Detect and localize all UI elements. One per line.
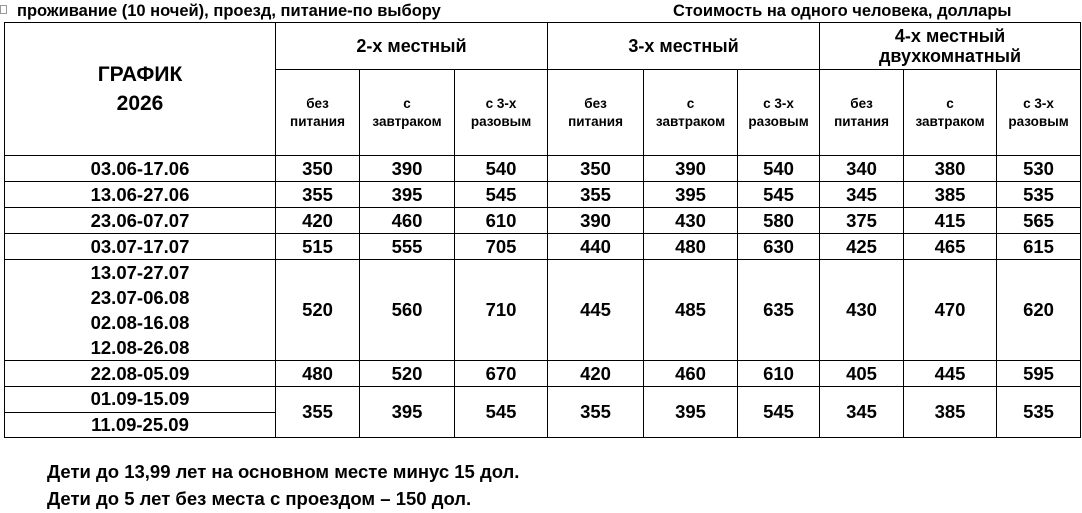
- price-cell: 390: [360, 156, 455, 182]
- date-range: 13.07-27.07: [90, 262, 190, 283]
- meal-header: [455, 70, 548, 156]
- header-right-text: Стоимость на одного человека, доллары: [673, 2, 1012, 20]
- date-range-cell: [5, 234, 276, 260]
- price-cell: 560: [360, 260, 455, 361]
- price-cell: 520: [360, 361, 455, 387]
- price-cell: 465: [904, 234, 997, 260]
- price-cell: 460: [644, 361, 738, 387]
- price-cell: 545: [455, 387, 548, 438]
- price-cell: 415: [904, 208, 997, 234]
- note-children-discount: Дети до 13,99 лет на основном месте минус 15 дол.: [47, 461, 520, 482]
- meal-header-line: разовым: [1008, 113, 1069, 129]
- meal-header: [997, 70, 1081, 156]
- price-cell: 705: [455, 234, 548, 260]
- meal-header-line: без: [584, 95, 607, 111]
- date-range: 12.08-26.08: [90, 337, 190, 358]
- price-cell: 635: [738, 260, 820, 361]
- price-cell: 545: [738, 387, 820, 438]
- price-table: [4, 22, 1081, 438]
- room-type-header-4: [820, 23, 1081, 70]
- date-range-cell: [5, 260, 276, 361]
- price-cell: 580: [738, 208, 820, 234]
- date-range-cell: [5, 208, 276, 234]
- date-range-cell: [5, 361, 276, 387]
- meal-header-line: завтраком: [655, 113, 726, 129]
- price-cell: 610: [455, 208, 548, 234]
- price-cell: 395: [644, 387, 738, 438]
- meal-header: [276, 70, 360, 156]
- meal-header-line: с: [946, 95, 954, 111]
- meal-header-line: с: [403, 95, 411, 111]
- date-range: 01.09-15.09: [90, 388, 190, 409]
- price-cell: 610: [738, 361, 820, 387]
- date-range: 13.06-27.06: [90, 184, 190, 205]
- price-cell: 405: [820, 361, 904, 387]
- price-cell: 445: [904, 361, 997, 387]
- meal-header-line: без: [850, 95, 873, 111]
- price-cell: 340: [820, 156, 904, 182]
- price-cell: 395: [360, 182, 455, 208]
- price-cell: 355: [276, 182, 360, 208]
- header-left-text: проживание (10 ночей), проезд, питание-по выбору: [17, 2, 441, 20]
- price-cell: 540: [455, 156, 548, 182]
- date-range: 11.09-25.09: [5, 412, 275, 437]
- price-cell: 620: [997, 260, 1081, 361]
- meal-header-line: с 3-х: [1023, 95, 1054, 111]
- price-cell: 515: [276, 234, 360, 260]
- price-cell: 390: [548, 208, 644, 234]
- price-cell: 345: [820, 182, 904, 208]
- price-cell: 470: [904, 260, 997, 361]
- price-cell: 530: [997, 156, 1081, 182]
- meal-header: [548, 70, 644, 156]
- meal-header: [820, 70, 904, 156]
- date-range: 02.08-16.08: [90, 312, 190, 333]
- note-infant-price: Дети до 5 лет без места с проездом – 150 дол.: [47, 488, 472, 509]
- price-cell: 670: [455, 361, 548, 387]
- price-cell: 535: [997, 387, 1081, 438]
- price-cell: 385: [904, 182, 997, 208]
- meal-header-line: без: [306, 95, 329, 111]
- meal-header: [644, 70, 738, 156]
- meal-header: [738, 70, 820, 156]
- date-range: 22.08-05.09: [90, 363, 190, 384]
- meal-header-line: завтраком: [915, 113, 985, 129]
- price-cell: 430: [644, 208, 738, 234]
- document-marker-icon: [0, 5, 7, 14]
- price-cell: 710: [455, 260, 548, 361]
- price-cell: 420: [276, 208, 360, 234]
- meal-header-line: с 3-х: [763, 95, 794, 111]
- price-cell: 345: [820, 387, 904, 438]
- schedule-header: [5, 23, 276, 156]
- table-row: [5, 182, 1081, 208]
- price-cell: 565: [997, 208, 1081, 234]
- date-range-cell: [5, 156, 276, 182]
- table-row: [5, 260, 1081, 361]
- price-cell: 480: [644, 234, 738, 260]
- date-range-cell: [5, 182, 276, 208]
- meal-header-line: с: [686, 95, 695, 111]
- price-cell: 350: [276, 156, 360, 182]
- price-cell: 375: [820, 208, 904, 234]
- price-cell: 440: [548, 234, 644, 260]
- meal-header-line: разовым: [748, 113, 809, 129]
- room-type-header-4-line2: двухкомнатный: [878, 46, 1022, 66]
- price-cell: 595: [997, 361, 1081, 387]
- price-cell: 350: [548, 156, 644, 182]
- price-cell: 355: [548, 387, 644, 438]
- price-cell: 425: [820, 234, 904, 260]
- price-cell: 520: [276, 260, 360, 361]
- date-range-cell: [5, 387, 276, 438]
- meal-header-line: завтраком: [372, 113, 442, 129]
- price-cell: 460: [360, 208, 455, 234]
- room-type-header-3: 3-х местный: [548, 23, 820, 70]
- price-cell: 615: [997, 234, 1081, 260]
- price-cell: 385: [904, 387, 997, 438]
- price-cell: 355: [276, 387, 360, 438]
- table-row: [5, 234, 1081, 260]
- date-range: 23.06-07.07: [90, 210, 190, 231]
- room-type-header-2: 2-х местный: [276, 23, 548, 70]
- meal-header: [904, 70, 997, 156]
- price-cell: 445: [548, 260, 644, 361]
- price-cell: 535: [997, 182, 1081, 208]
- room-type-header-4-line1: 4-х местный: [894, 26, 1006, 46]
- price-cell: 540: [738, 156, 820, 182]
- table-row: [5, 387, 1081, 438]
- price-cell: 545: [455, 182, 548, 208]
- price-cell: 395: [360, 387, 455, 438]
- price-cell: 480: [276, 361, 360, 387]
- price-cell: 420: [548, 361, 644, 387]
- price-cell: 430: [820, 260, 904, 361]
- meal-header-line: разовым: [470, 113, 532, 129]
- price-cell: 355: [548, 182, 644, 208]
- table-row: [5, 208, 1081, 234]
- price-cell: 630: [738, 234, 820, 260]
- schedule-year: 2026: [116, 92, 164, 115]
- meal-header-line: с 3-х: [485, 95, 517, 111]
- price-cell: 485: [644, 260, 738, 361]
- price-cell: 390: [644, 156, 738, 182]
- table-row: [5, 361, 1081, 387]
- meal-header-line: питания: [290, 113, 345, 129]
- schedule-title: ГРАФИК: [97, 63, 183, 86]
- price-cell: 545: [738, 182, 820, 208]
- meal-header: [360, 70, 455, 156]
- date-range: 03.07-17.07: [90, 236, 190, 257]
- meal-header-line: питания: [568, 113, 623, 129]
- price-cell: 380: [904, 156, 997, 182]
- table-row: [5, 156, 1081, 182]
- price-table-body: [5, 156, 1081, 438]
- meal-header-line: питания: [834, 113, 889, 129]
- date-range: 23.07-06.08: [90, 287, 190, 308]
- date-range: 03.06-17.06: [90, 158, 190, 179]
- price-cell: 555: [360, 234, 455, 260]
- price-cell: 395: [644, 182, 738, 208]
